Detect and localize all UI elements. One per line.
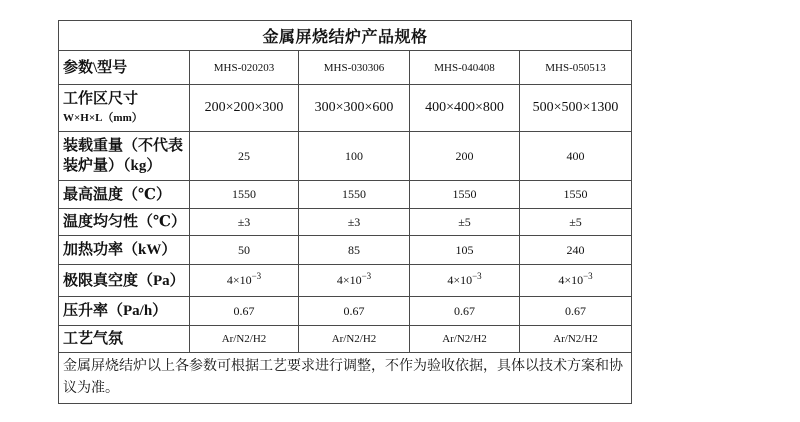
value-cell: 200 [410,132,520,181]
value-base: 4×10 [226,273,252,287]
value-cell: ±3 [190,209,299,236]
value-cell: 100 [299,132,410,181]
value-cell: 0.67 [410,297,520,326]
value-base: 4×10 [336,273,362,287]
value-cell [190,265,299,297]
row-label-max-temperature: 最高温度（℃） [59,181,190,209]
value-base: 4×10 [447,273,473,287]
value-exponent: −3 [251,271,262,281]
value-base: 4×10 [558,273,584,287]
table-title: 金属屏烧结炉产品规格 [59,21,632,51]
spec-row-work-area-size [59,85,632,132]
value-cell: 1550 [520,181,632,209]
value-cell: 0.67 [190,297,299,326]
row-label-heating-power: 加热功率（kW） [59,236,190,265]
value-cell: 1550 [299,181,410,209]
value-cell: ±3 [299,209,410,236]
spec-row-heating-power [59,236,632,265]
value-cell [299,265,410,297]
value-cell: 500×500×1300 [520,85,632,132]
title-row [59,21,632,51]
row-label-pressure-rise-rate: 压升率（Pa/h） [59,297,190,326]
header-param-label: 参数\型号 [59,51,190,85]
spec-row-ultimate-vacuum [59,265,632,297]
model-header-cell: MHS-050513 [520,51,632,85]
value-exponent: −3 [361,271,372,281]
value-cell: 50 [190,236,299,265]
value-cell: 85 [299,236,410,265]
value-cell: 25 [190,132,299,181]
spec-row-load-weight [59,132,632,181]
value-cell [520,265,632,297]
note-row [59,353,632,404]
header-row [59,51,632,85]
spec-row-temperature-uniformity [59,209,632,236]
model-header-cell: MHS-030306 [299,51,410,85]
value-cell: Ar/N2/H2 [520,326,632,353]
value-exponent: −3 [583,271,593,281]
row-label-text: 工作区尺寸 [63,91,139,107]
row-label-work-area-size [59,85,190,132]
value-cell: Ar/N2/H2 [299,326,410,353]
value-cell: 1550 [190,181,299,209]
row-sub-label: W×H×L（mm） [63,112,143,124]
spec-row-pressure-rise-rate [59,297,632,326]
value-cell: Ar/N2/H2 [190,326,299,353]
value-cell: 240 [520,236,632,265]
value-exponent: −3 [472,271,482,281]
model-header-cell: MHS-020203 [190,51,299,85]
row-label-process-atmosphere: 工艺气氛 [59,326,190,353]
table-note: 金属屏烧结炉以上各参数可根据工艺要求进行调整，不作为验收依据，具体以技术方案和协议为准。 [59,353,632,404]
value-cell: Ar/N2/H2 [410,326,520,353]
value-cell: 300×300×600 [299,85,410,132]
row-label-temperature-uniformity: 温度均匀性（℃） [59,209,190,236]
value-cell: 400×400×800 [410,85,520,132]
value-cell: ±5 [520,209,632,236]
row-label-ultimate-vacuum: 极限真空度（Pa） [59,265,190,297]
value-cell: 105 [410,236,520,265]
value-cell: 0.67 [299,297,410,326]
value-cell: 1550 [410,181,520,209]
value-cell: ±5 [410,209,520,236]
model-header-cell: MHS-040408 [410,51,520,85]
row-label-text: 装炉量）（kg） [63,158,162,174]
value-cell: 0.67 [520,297,632,326]
spec-row-max-temperature [59,181,632,209]
value-cell: 400 [520,132,632,181]
row-label-text: 装载重量（不代表 [63,138,184,154]
value-cell [410,265,520,297]
row-label-load-weight [59,132,190,181]
spec-table [58,20,632,404]
spec-row-process-atmosphere [59,326,632,353]
value-cell: 200×200×300 [190,85,299,132]
